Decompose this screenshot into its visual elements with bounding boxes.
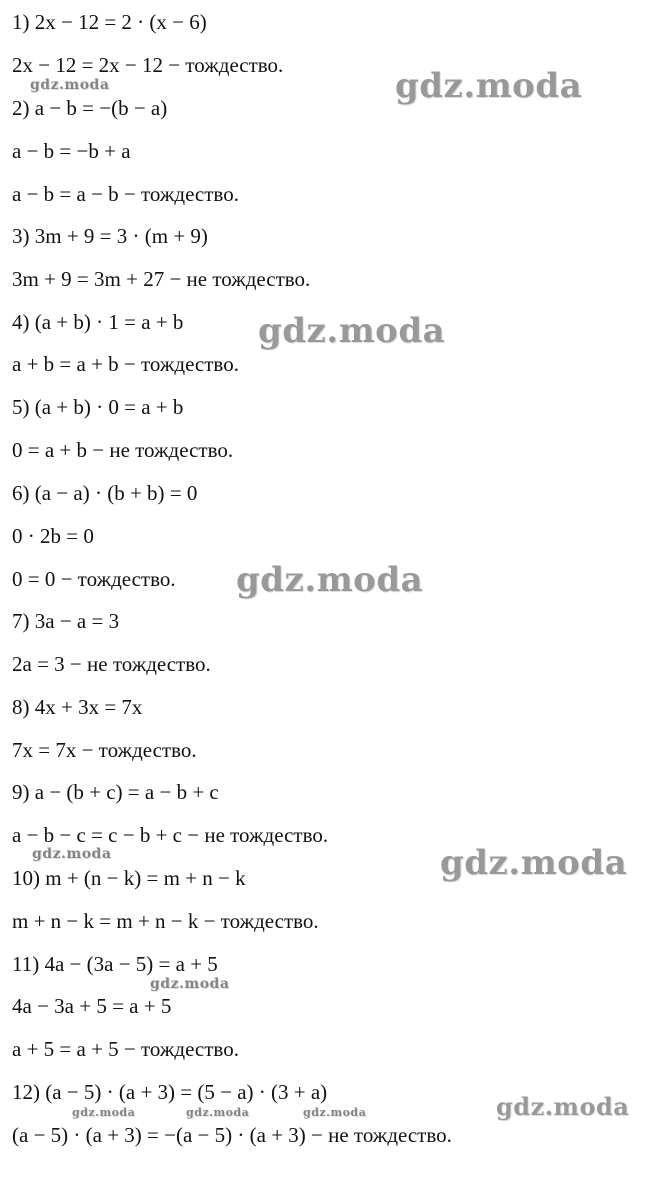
- solution-line: 7) 3a − a = 3: [12, 609, 120, 633]
- solution-line: 10) m + (n − k) = m + n − k: [12, 866, 246, 890]
- watermark: gdz.moda: [303, 1106, 367, 1119]
- solution-line: 3m + 9 = 3m + 27 − не тождество.: [12, 267, 311, 291]
- solution-line: m + n − k = m + n − k − тождество.: [12, 909, 319, 933]
- solution-line: 2) a − b = −(b − a): [12, 96, 168, 120]
- watermark: gdz.moda: [150, 976, 230, 992]
- solution-line: a + b = a + b − тождество.: [12, 352, 239, 376]
- watermark: gdz.moda: [30, 77, 110, 93]
- watermark: gdz.moda: [72, 1106, 136, 1119]
- watermark: gdz.moda: [236, 560, 424, 600]
- solution-line: 6) (a − a) · (b + b) = 0: [12, 481, 198, 505]
- watermark: gdz.moda: [496, 1092, 630, 1121]
- solution-line: 0 = 0 − тождество.: [12, 567, 176, 591]
- solution-line: 2x − 12 = 2x − 12 − тождество.: [12, 53, 284, 77]
- solution-line: a − b = −b + a: [12, 139, 131, 163]
- watermark: gdz.moda: [395, 66, 583, 106]
- solution-line: 2a = 3 − не тождество.: [12, 652, 211, 676]
- watermark: gdz.moda: [32, 846, 112, 862]
- solution-line: 4) (a + b) · 1 = a + b: [12, 310, 184, 334]
- solution-line: 5) (a + b) · 0 = a + b: [12, 395, 184, 419]
- solution-line: a + 5 = a + 5 − тождество.: [12, 1037, 239, 1061]
- solution-line: 8) 4x + 3x = 7x: [12, 695, 143, 719]
- solution-line: 9) a − (b + c) = a − b + c: [12, 780, 219, 804]
- solution-line: 4a − 3a + 5 = a + 5: [12, 994, 172, 1018]
- solution-line: (a − 5) · (a + 3) = −(a − 5) · (a + 3) − не тождество.: [12, 1123, 452, 1147]
- solution-line: 12) (a − 5) · (a + 3) = (5 − a) · (3 + a): [12, 1080, 328, 1104]
- solution-line: 0 = a + b − не тождество.: [12, 438, 234, 462]
- solution-line: 11) 4a − (3a − 5) = a + 5: [12, 952, 218, 976]
- solution-line: 1) 2x − 12 = 2 · (x − 6): [12, 10, 207, 34]
- watermark: gdz.moda: [258, 311, 446, 351]
- solution-line: a − b − c = c − b + c − не тождество.: [12, 823, 329, 847]
- solution-line: 7x = 7x − тождество.: [12, 738, 197, 762]
- solution-line: 3) 3m + 9 = 3 · (m + 9): [12, 224, 208, 248]
- solution-line: 0 · 2b = 0: [12, 524, 94, 548]
- solution-line: a − b = a − b − тождество.: [12, 182, 239, 206]
- watermark: gdz.moda: [440, 843, 628, 883]
- watermark: gdz.moda: [186, 1106, 250, 1119]
